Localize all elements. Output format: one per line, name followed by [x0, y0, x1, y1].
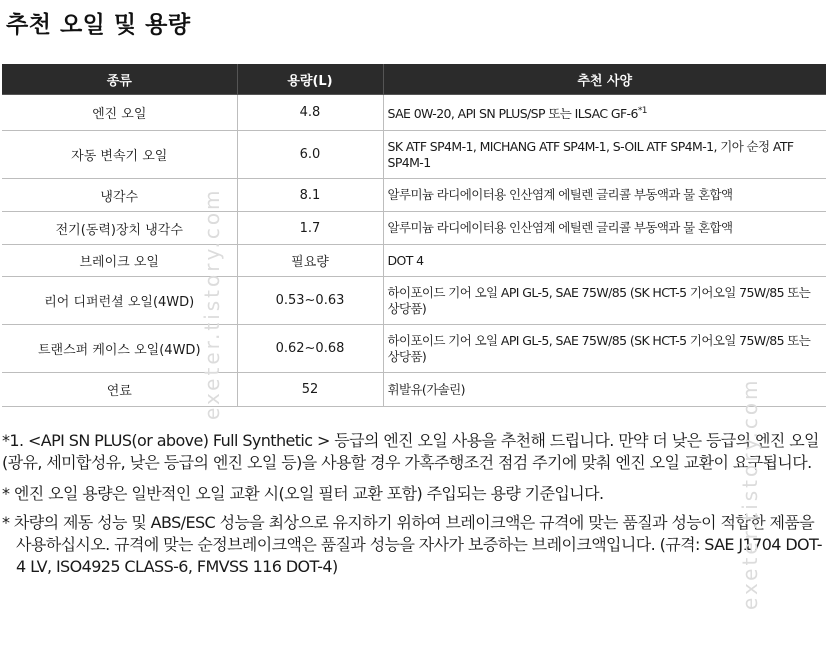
recommended-oil-table — [2, 64, 826, 407]
footnote-marker: *1 — [637, 105, 647, 116]
type-cell: 냉각수 — [2, 179, 237, 212]
spec-cell: 하이포이드 기어 오일 API GL-5, SAE 75W/85 (SK HCT-5 기어오일 75W/85 또는 상당품) — [383, 325, 826, 373]
type-cell: 자동 변속기 오일 — [2, 131, 237, 179]
capacity-cell: 4.8 — [237, 95, 383, 131]
watermark: exeter.tistory.com — [738, 377, 762, 610]
table-row — [2, 325, 826, 373]
table-row — [2, 212, 826, 245]
type-cell: 트랜스퍼 케이스 오일(4WD) — [2, 325, 237, 373]
spec-text: SAE 0W-20, API SN PLUS/SP 또는 ILSAC GF-6 — [387, 106, 638, 122]
notes-section — [2, 430, 826, 578]
type-cell: 전기(동력)장치 냉각수 — [2, 212, 237, 245]
table-row — [2, 95, 826, 131]
column-header-type: 종류 — [2, 64, 237, 95]
column-header-spec: 추천 사양 — [383, 64, 826, 95]
page-title: 추천 오일 및 용량 — [6, 12, 191, 38]
capacity-cell: 0.62~0.68 — [237, 325, 383, 373]
table-row — [2, 245, 826, 277]
capacity-cell: 8.1 — [237, 179, 383, 212]
table-row — [2, 373, 826, 407]
watermark: exeter.tistory.com — [200, 187, 224, 420]
spec-cell — [383, 95, 826, 131]
capacity-cell: 1.7 — [237, 212, 383, 245]
capacity-cell: 0.53~0.63 — [237, 277, 383, 325]
spec-cell: DOT 4 — [383, 245, 826, 277]
table-row — [2, 179, 826, 212]
footnote-1: *1. <API SN PLUS(or above) Full Synthetic > 등급의 엔진 오일 사용을 추천해 드립니다. 만약 더 낮은 등급의 엔진 오일(광유, 세미합성유, 낮은 등급의 엔진 오일 등)을 사용할 경우 가혹주행조건 점검 주기에 맞춰 엔진 오일 교환이 요구됩니다. — [2, 431, 819, 472]
table-header-row — [2, 64, 826, 95]
note-engine-oil-capacity: * 엔진 오일 용량은 일반적인 오일 교환 시(오일 필터 교환 포함) 주입되는 용량 기준입니다. — [2, 484, 604, 503]
spec-cell: 알루미늄 라디에이터용 인산염계 에틸렌 글리콜 부동액과 물 혼합액 — [383, 212, 826, 245]
table-row — [2, 277, 826, 325]
type-cell: 브레이크 오일 — [2, 245, 237, 277]
type-cell: 리어 디퍼런셜 오일(4WD) — [2, 277, 237, 325]
spec-cell: 휘발유(가솔린) — [383, 373, 826, 407]
column-header-capacity: 용량(L) — [237, 64, 383, 95]
capacity-cell: 필요량 — [237, 245, 383, 277]
capacity-cell: 52 — [237, 373, 383, 407]
spec-cell: 하이포이드 기어 오일 API GL-5, SAE 75W/85 (SK HCT-5 기어오일 75W/85 또는 상당품) — [383, 277, 826, 325]
capacity-cell: 6.0 — [237, 131, 383, 179]
spec-cell: SK ATF SP4M-1, MICHANG ATF SP4M-1, S-OIL ATF SP4M-1, 기아 순정 ATF SP4M-1 — [383, 131, 826, 179]
type-cell: 엔진 오일 — [2, 95, 237, 131]
type-cell: 연료 — [2, 373, 237, 407]
note-brake-fluid: * 차량의 제동 성능 및 ABS/ESC 성능을 최상으로 유지하기 위하여 브레이크액은 규격에 맞는 품질과 성능이 적합한 제품을 사용하십시오. 규격에 맞는 순정브레이크액은 품질과 성능을 자사가 보증하는 브레이크액입니다. (규격: SAE J1704 DOT-4 LV, ISO4925 CLASS-6, FMVSS 116 DOT-4) — [2, 513, 822, 576]
spec-cell: 알루미늄 라디에이터용 인산염계 에틸렌 글리콜 부동액과 물 혼합액 — [383, 179, 826, 212]
table-row — [2, 131, 826, 179]
